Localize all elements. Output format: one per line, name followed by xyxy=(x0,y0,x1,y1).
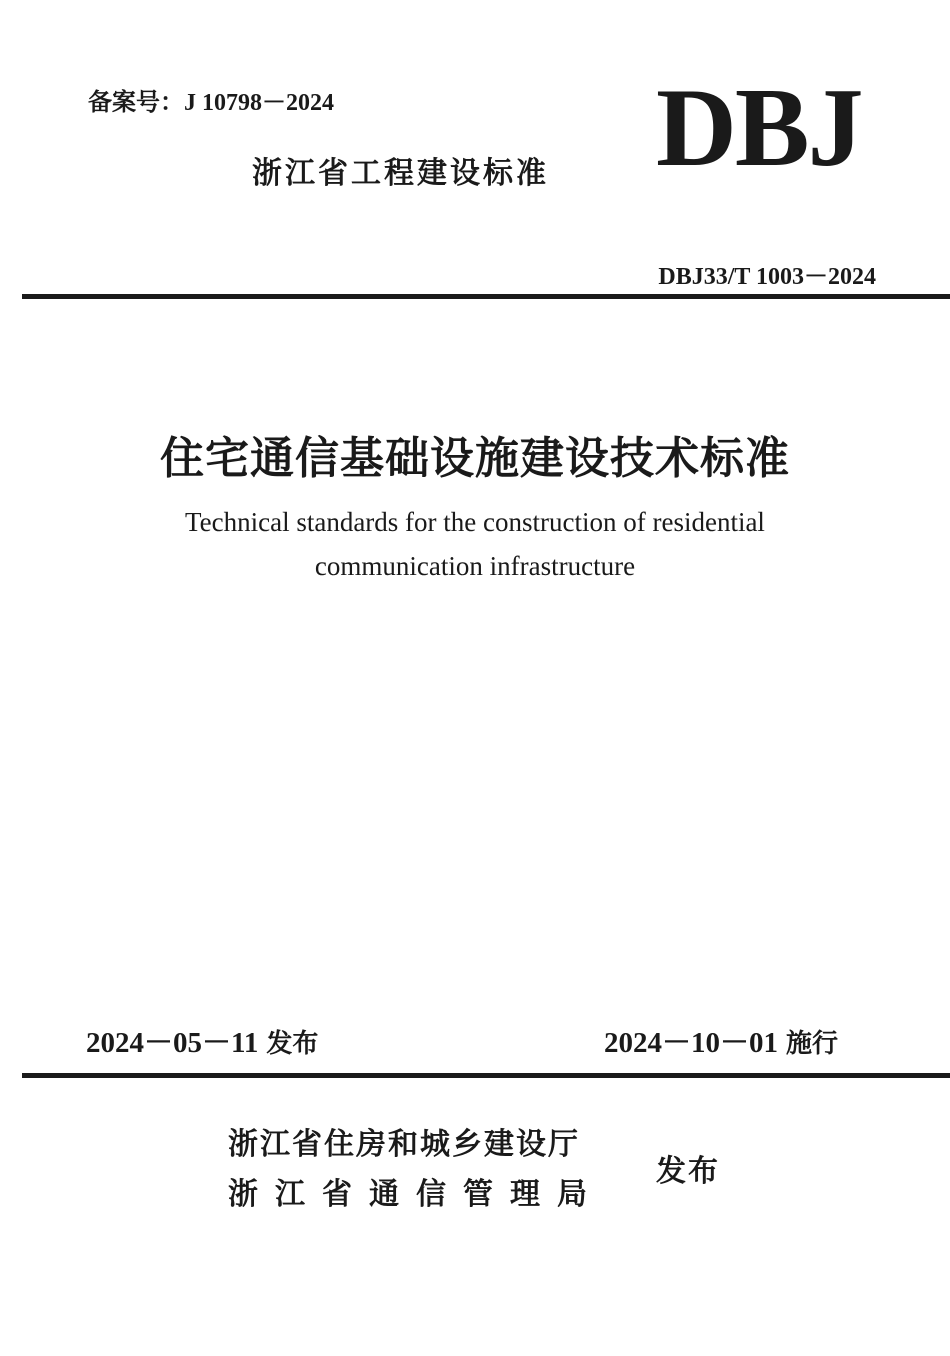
publish-label: 发布 xyxy=(656,1154,720,1189)
title-chinese: 住宅通信基础设施建设技术标准 xyxy=(160,433,790,484)
title-english-line1: Technical standards for the construction of residential xyxy=(185,507,765,537)
issue-label: 发布 xyxy=(266,1029,319,1059)
effective-date xyxy=(604,1020,838,1061)
authority-housing: 浙江省住房和城乡建设厅 xyxy=(228,1127,580,1162)
effective-date-value: 2024－10－01 xyxy=(604,1027,779,1059)
effective-label: 施行 xyxy=(786,1029,839,1059)
issue-date xyxy=(86,1020,318,1061)
bottom-divider xyxy=(22,1073,950,1078)
title-english-line2: communication infrastructure xyxy=(314,551,636,581)
issue-date-value: 2024－05－11 xyxy=(86,1027,259,1059)
standard-category: 浙江省工程建设标准 xyxy=(252,156,549,191)
top-divider xyxy=(22,294,950,299)
filing-number: 备案号：J 10798－2024 xyxy=(88,90,334,116)
title-english xyxy=(0,500,950,588)
standard-number: DBJ33/T 1003－2024 xyxy=(658,264,876,290)
authority-communications: 浙江省通信管理局 xyxy=(228,1177,604,1212)
dbj-logo: DBJ xyxy=(656,66,862,190)
issuing-authorities xyxy=(228,1120,604,1220)
